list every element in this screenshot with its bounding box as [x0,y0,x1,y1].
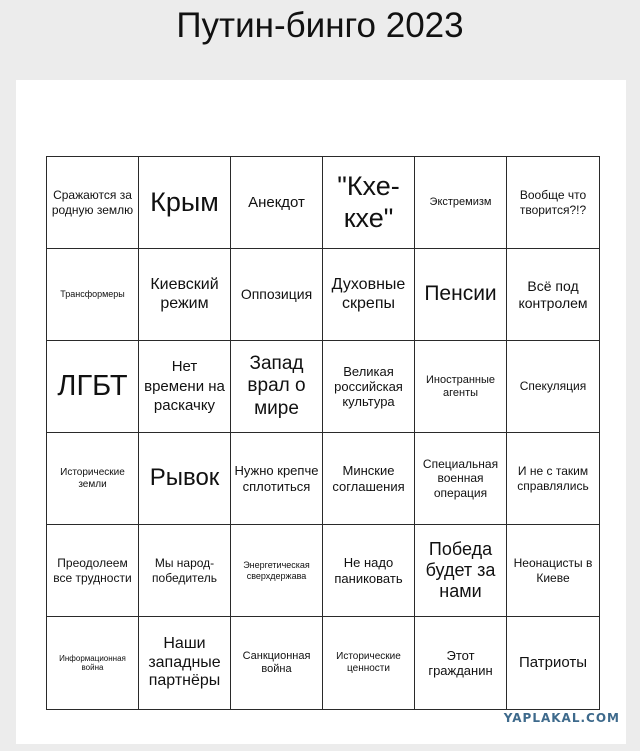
bingo-cell: Нет времени на раскачку [139,341,231,433]
bingo-cell: Духовные скрепы [323,249,415,341]
bingo-cell: Крым [139,157,231,249]
bingo-cell: Сражаются за родную землю [47,157,139,249]
bingo-cell: Патриоты [518,654,588,672]
page-title: Путин-бинго 2023 [176,6,464,45]
bingo-cell: Великая российская культура [323,341,415,433]
bingo-cell: Санкционная война [231,617,323,709]
bingo-cell: Минские соглашения [323,433,415,525]
bingo-cell: Мы народ-победитель [139,525,231,617]
bingo-cell: Оппозиция [231,249,323,341]
bingo-cell: Энергетическая сверхдержава [231,525,323,617]
bingo-cell: Экстремизм [415,157,507,249]
bingo-cell: Рывок [139,433,231,525]
bingo-cell: И не с таким справлялись [507,433,599,525]
bingo-cell: Вообще что творится?!? [507,157,599,249]
bingo-cell: Киевский режим [139,249,231,341]
bingo-cell: Анекдот [231,157,323,249]
bingo-cell: Спекуляция [507,341,599,433]
bingo-cell: Преодолеем все трудности [47,525,139,617]
bingo-cell: Иностранные агенты [415,341,507,433]
bingo-cell: Трансформеры [47,249,139,341]
bingo-cell: Исторические земли [47,433,139,525]
bingo-cell: Не надо паниковать [323,525,415,617]
bingo-cell: Запад врал о мире [231,341,323,433]
bingo-cell: Этот гражданин [415,617,507,709]
bingo-cell: Наши западные партнёры [139,617,231,709]
bingo-cell: Всё под контролем [507,249,599,341]
bingo-cell: Специальная военная операция [415,433,507,525]
watermark: YAPLAKAL.COM [503,711,620,725]
bingo-cell: Исторические ценности [323,617,415,709]
bingo-cell: Информационная война [47,617,139,709]
bingo-grid [46,156,600,710]
bingo-cell: Нужно крепче сплотиться [231,433,323,525]
bingo-cell: Пенсии [415,249,507,341]
bingo-cell: Неонацисты в Киеве [507,525,599,617]
bingo-cell: ЛГБТ [47,341,139,433]
bingo-cell: "Кхе-кхе" [323,157,415,249]
bingo-cell: Победа будет за нами [415,525,507,617]
